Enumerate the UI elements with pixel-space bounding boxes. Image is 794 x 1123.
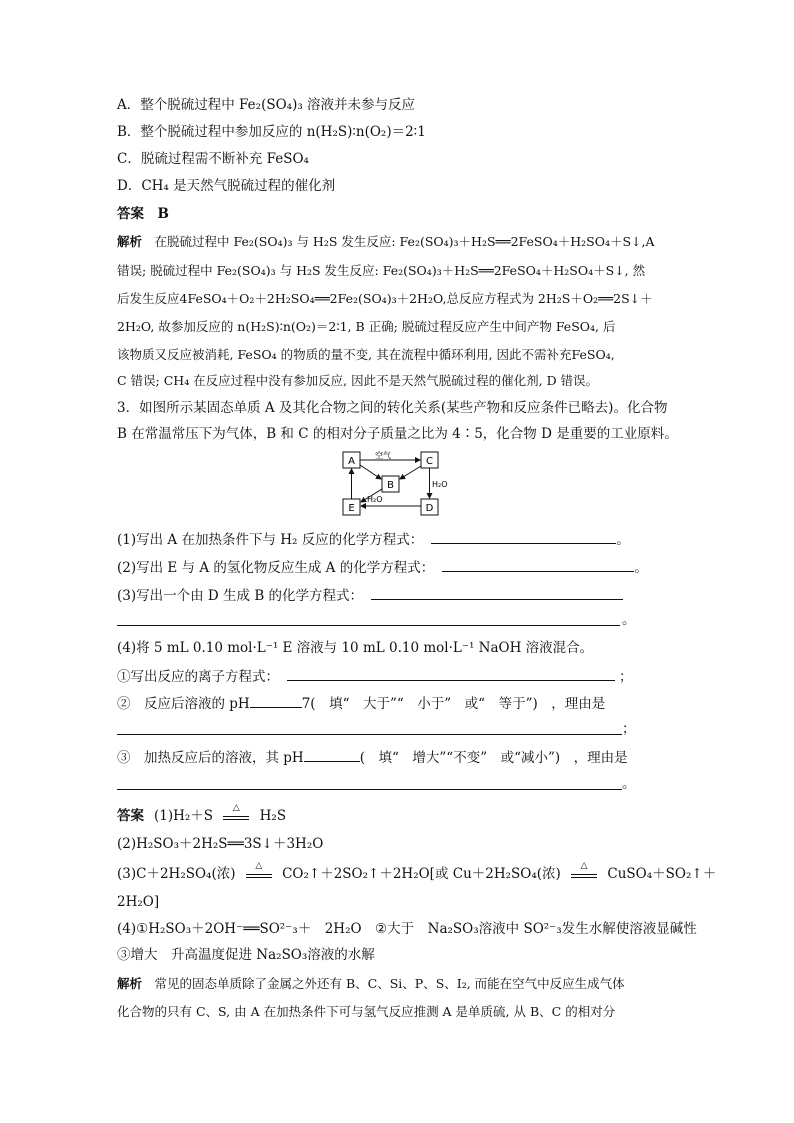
analysis-1-line-2: 错误; 脱硫过程中 Fe₂(SO₄)₃ 与 H₂S 发生反应: Fe₂(SO₄)₃＋H₂S══2FeSO₄＋H₂SO₄＋S↓, 然 — [117, 263, 646, 278]
answer-blank-3b[interactable] — [117, 625, 620, 626]
period: 。 — [616, 532, 630, 548]
period: 。 — [634, 560, 648, 576]
question-3-line-2: B 在常温常压下为气体，B 和 C 的相对分子质量之比为 4∶5，化合物 D 是重要的工业原料。 — [117, 426, 678, 442]
analysis-1-line-4: 2H₂O, 故参加反应的 n(H₂S)∶n(O₂)＝2∶1, B 正确; 脱硫过程反应产生中间产物 FeSO₄, 后 — [117, 319, 616, 334]
answer-blank-4-3-reason[interactable] — [117, 789, 622, 790]
arrow-a-b — [360, 465, 381, 479]
label-h2o-bottom: H₂O — [367, 495, 383, 504]
label-air: 空气 — [375, 451, 391, 460]
heat-symbol: △ — [255, 861, 263, 871]
label-b: B — [387, 480, 394, 491]
answer-blank-3a[interactable] — [371, 585, 623, 600]
subq-4-3 — [117, 747, 628, 767]
subq-4-2-post: 7( 填“ 大于”“ 小于” 或“ 等于”) ，理由是 — [301, 696, 606, 712]
answer-2-3-mid: CO₂↑＋2SO₂↑＋2H₂O[或 Cu＋2H₂SO₄(浓) — [282, 866, 561, 882]
label-h2o-right: H₂O — [432, 480, 448, 489]
subq-4-2-pre: ② 反应后溶液的 pH — [117, 696, 250, 712]
subq-1-text: (1)写出 A 在加热条件下与 H₂ 反应的化学方程式： — [117, 532, 424, 548]
question-3-line-1: 3．如图所示某固态单质 A 及其化合物之间的转化关系(某些产物和反应条件已略去)。化合物 — [117, 400, 668, 416]
answer-2-line-6: ③增大 升高温度促进 Na₂SO₃溶液的水解 — [117, 947, 375, 963]
label-a: A — [348, 456, 355, 467]
answer-label: 答案 — [117, 808, 144, 824]
subq-4-3-pre: ③ 加热反应后的溶液，其 pH — [117, 750, 304, 766]
answer-blank-4-1[interactable] — [287, 666, 615, 681]
heat-symbol: △ — [580, 861, 588, 871]
option-d: D．CH₄ 是天然气脱硫过程的催化剂 — [117, 178, 336, 194]
semicolon-4-2: ； — [622, 721, 636, 737]
analysis-1-line-6: C 错误; CH₄ 在反应过程中没有参加反应, 因此不是天然气脱硫过程的催化剂, D 错误。 — [117, 373, 599, 388]
analysis-label: 解析 — [117, 976, 143, 991]
analysis-text: 常见的固态单质除了金属之外还有 B、C、Si、P、S、I₂, 而能在空气中反应生成气体 — [142, 976, 625, 991]
option-b: B．整个脱硫过程中参加反应的 n(H₂S)∶n(O₂)＝2∶1 — [117, 124, 426, 140]
analysis-text: 在脱硫过程中 Fe₂(SO₄)₃ 与 H₂S 发生反应: Fe₂(SO₄)₃＋H₂S══2FeSO₄＋H₂SO₄＋S↓,A — [142, 234, 655, 249]
answer-2-line-1 — [117, 803, 287, 825]
label-e: E — [348, 503, 355, 514]
label-d: D — [425, 503, 434, 514]
heat-symbol: △ — [232, 803, 240, 813]
analysis-1-line-3: 后发生反应4FeSO₄＋O₂＋2H₂SO₄══2Fe₂(SO₄)₃＋2H₂O,总反应方程式为 2H₂S＋O₂══2S↓＋ — [117, 291, 653, 306]
answer-blank-1[interactable] — [431, 529, 616, 544]
answer-blank-2[interactable] — [442, 557, 634, 572]
analysis-label: 解析 — [117, 234, 143, 249]
subq-3 — [117, 585, 623, 605]
analysis-2-line-1 — [117, 975, 625, 993]
answer-2-1: (1)H₂＋S — [154, 808, 214, 824]
period-4-3: 。 — [622, 776, 636, 792]
subq-2-text: (2)写出 E 与 A 的氢化物反应生成 A 的化学方程式： — [117, 560, 435, 576]
period-3: 。 — [622, 612, 636, 628]
subq-3-text: (3)写出一个由 D 生成 B 的化学方程式： — [117, 588, 364, 604]
analysis-1-line-1 — [117, 233, 655, 251]
answer-2-line-4: 2H₂O] — [117, 894, 160, 910]
answer-blank-ph-compare[interactable] — [250, 693, 302, 708]
answer-2-3-post: CuSO₄＋SO₂↑＋ — [607, 866, 717, 882]
heating-equal-sign — [246, 861, 272, 878]
answer-2-3-pre: (3)C＋2H₂SO₄(浓) — [117, 866, 236, 882]
conversion-diagram — [335, 447, 465, 519]
subq-4-1 — [117, 666, 633, 686]
heating-equal-sign — [571, 861, 597, 878]
answer-1: 答案 B — [117, 206, 169, 222]
heating-equal-sign — [223, 803, 249, 820]
answer-blank-ph-change[interactable] — [304, 747, 360, 762]
option-a: A．整个脱硫过程中 Fe₂(SO₄)₃ 溶液并未参与反应 — [117, 97, 416, 113]
answer-2-1-product: H₂S — [259, 808, 287, 824]
answer-2-line-5: (4)①H₂SO₃＋2OH⁻══SO²⁻₃＋ 2H₂O ②大于 Na₂SO₃溶液中 SO²⁻₃发生水解使溶液显碱性 — [117, 921, 697, 937]
subq-1 — [117, 529, 630, 549]
label-c: C — [426, 456, 433, 467]
subq-4-3-post: ( 填“ 增大”“不变” 或“减小”) ，理由是 — [359, 750, 628, 766]
answer-blank-4-2-reason[interactable] — [117, 734, 622, 735]
subq-4: (4)将 5 mL 0.10 mol·L⁻¹ E 溶液与 10 mL 0.10 mol·L⁻¹ NaOH 溶液混合。 — [117, 640, 594, 656]
subq-4-1-text: ①写出反应的离子方程式： — [117, 669, 279, 685]
analysis-1-line-5: 该物质又反应被消耗, FeSO₄ 的物质的量不变, 其在流程中循环利用, 因此不需补充FeSO₄, — [117, 347, 615, 362]
option-c: C．脱硫过程需不断补充 FeSO₄ — [117, 151, 309, 167]
subq-2 — [117, 557, 648, 577]
answer-2-line-2: (2)H₂SO₃＋2H₂S══3S↓＋3H₂O — [117, 836, 324, 852]
semicolon: ； — [619, 669, 633, 685]
arrow-c-b — [400, 466, 421, 479]
analysis-2-line-2: 化合物的只有 C、S, 由 A 在加热条件下可与氢气反应推测 A 是单质硫, 从 B、C 的相对分 — [117, 1004, 616, 1019]
answer-2-line-3 — [117, 861, 717, 883]
subq-4-2 — [117, 693, 605, 713]
